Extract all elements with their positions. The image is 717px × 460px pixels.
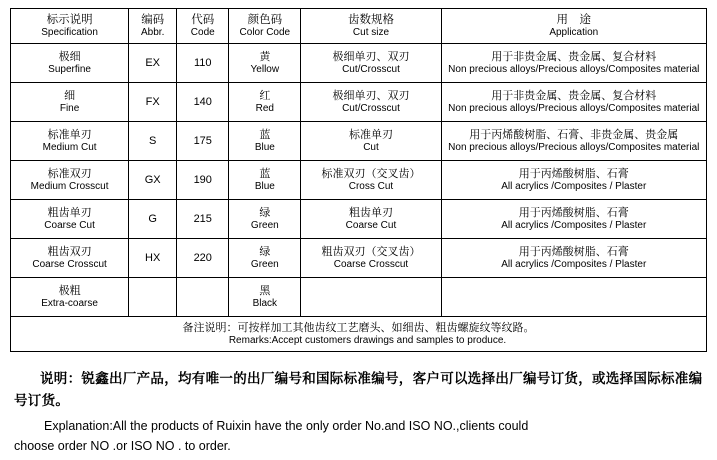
table-row: [11, 200, 707, 239]
cell-code: 175: [177, 122, 229, 161]
cut-cn: 极细单刃、双刃: [332, 89, 410, 102]
app-en: Non precious alloys/Precious alloys/Composites material: [448, 102, 700, 114]
cell-cut-size: [301, 83, 441, 122]
cell-code: 215: [177, 200, 229, 239]
table-header-row: [11, 9, 707, 44]
cut-cn: 粗齿双刃（交叉齿）: [321, 245, 421, 258]
cell-cut-size: [301, 161, 441, 200]
cell-abbr: HX: [129, 239, 177, 278]
spec-cn: 粗齿单刃: [47, 206, 92, 219]
cell-application: [441, 200, 706, 239]
header-cn: 齿数规格: [347, 13, 394, 26]
header-en: Specification: [41, 26, 98, 38]
spec-cn: 标准单刃: [47, 128, 92, 141]
app-en: All acrylics /Composites / Plaster: [501, 180, 647, 192]
cell-specification: [11, 239, 129, 278]
table-row: [11, 239, 707, 278]
app-en: Non precious alloys/Precious alloys/Composites material: [448, 63, 700, 75]
note-english-line2: choose order NO .or ISO NO . to order.: [14, 439, 231, 453]
cell-abbr: [129, 278, 177, 317]
header-cell-application: [441, 9, 706, 44]
cell-application: [441, 122, 706, 161]
note-chinese: 说明：锐鑫出厂产品，均有唯一的出厂编号和国际标准编号，客户可以选择出厂编号订货，或选择国际标准编号订货。: [14, 371, 703, 408]
note-english: [14, 416, 703, 456]
spec-en: Extra-coarse: [41, 297, 98, 309]
color-en: Red: [255, 102, 274, 114]
cell-cut-size: [301, 200, 441, 239]
cell-cut-size: [301, 278, 441, 317]
header-en: Abbr.: [141, 26, 165, 38]
color-en: Yellow: [250, 63, 280, 75]
color-cn: 黄: [259, 50, 271, 63]
cell-specification: [11, 122, 129, 161]
spec-en: Medium Crosscut: [30, 180, 109, 192]
app-en: All acrylics /Composites / Plaster: [501, 258, 647, 270]
cut-cn: 极细单刃、双刃: [332, 50, 410, 63]
app-cn: 用于丙烯酸树脂、石膏、非贵金属、贵金属: [469, 128, 679, 141]
header-en: Code: [190, 26, 215, 38]
app-en: All acrylics /Composites / Plaster: [501, 219, 647, 231]
remark-cell: [11, 317, 707, 352]
cell-specification: [11, 83, 129, 122]
header-cell-specification: [11, 9, 129, 44]
cell-application: [441, 161, 706, 200]
cut-cn: 标准双刃（交叉齿）: [321, 167, 421, 180]
cell-abbr: GX: [129, 161, 177, 200]
spec-cn: 细: [64, 89, 76, 102]
table-row: [11, 161, 707, 200]
header-en: Cut size: [352, 26, 390, 38]
cut-cn: 标准单刃: [348, 128, 393, 141]
header-cn: 颜色码: [247, 13, 283, 26]
cell-application: [441, 44, 706, 83]
header-en: Color Code: [239, 26, 291, 38]
color-cn: 绿: [259, 245, 271, 258]
cell-specification: [11, 278, 129, 317]
header-cell-color-code: [229, 9, 301, 44]
table-row: [11, 278, 707, 317]
explanation-note: [0, 368, 717, 456]
cell-specification: [11, 161, 129, 200]
app-cn: 用于丙烯酸树脂、石膏: [518, 206, 629, 219]
cell-cut-size: [301, 44, 441, 83]
header-en: Application: [549, 26, 599, 38]
header-cell-abbr: [129, 9, 177, 44]
app-cn: 用于非贵金属、贵金属、复合材料: [491, 89, 657, 102]
color-en: Blue: [254, 180, 275, 192]
header-cn: 用 途: [556, 13, 592, 26]
cell-color: [229, 83, 301, 122]
app-cn: 用于丙烯酸树脂、石膏: [518, 245, 629, 258]
remark-en: Remarks:Accept customers drawings and samples to produce.: [228, 334, 507, 346]
cell-color: [229, 44, 301, 83]
cell-code: 110: [177, 44, 229, 83]
spec-cn: 粗齿双刃: [47, 245, 92, 258]
spec-cn: 极细: [58, 50, 81, 63]
cell-cut-size: [301, 239, 441, 278]
cut-en: Cut/Crosscut: [342, 102, 400, 114]
color-en: Green: [250, 258, 279, 270]
header-cn: 编码: [141, 13, 165, 26]
cell-application: [441, 278, 706, 317]
cut-en: Cut/Crosscut: [342, 63, 400, 75]
header-cell-code: [177, 9, 229, 44]
cell-color: [229, 122, 301, 161]
table-row: [11, 122, 707, 161]
app-en: Non precious alloys/Precious alloys/Composites material: [448, 141, 700, 153]
cell-color: [229, 278, 301, 317]
header-cn: 标示说明: [46, 13, 93, 26]
spec-cn: 标准双刃: [47, 167, 92, 180]
color-cn: 蓝: [259, 128, 271, 141]
cell-abbr: EX: [129, 44, 177, 83]
cut-cn: 粗齿单刃: [348, 206, 393, 219]
cell-code: [177, 278, 229, 317]
cell-code: 220: [177, 239, 229, 278]
cell-specification: [11, 200, 129, 239]
cell-application: [441, 83, 706, 122]
spec-en: Medium Cut: [42, 141, 97, 153]
cell-abbr: G: [129, 200, 177, 239]
spec-en: Coarse Cut: [44, 219, 95, 231]
specification-table: [10, 8, 707, 352]
color-cn: 蓝: [259, 167, 271, 180]
cut-en: Coarse Cut: [345, 219, 397, 231]
cell-cut-size: [301, 122, 441, 161]
color-en: Blue: [254, 141, 275, 153]
spec-cn: 极粗: [58, 284, 81, 297]
cell-color: [229, 239, 301, 278]
cut-en: Cut: [363, 141, 379, 153]
app-cn: 用于非贵金属、贵金属、复合材料: [491, 50, 657, 63]
cell-color: [229, 200, 301, 239]
note-english-line1: Explanation:All the products of Ruixin have the only order No.and ISO NO.,clients could: [44, 419, 529, 433]
cell-application: [441, 239, 706, 278]
color-cn: 绿: [259, 206, 271, 219]
header-cn: 代码: [191, 13, 215, 26]
cut-en: Cross Cut: [348, 180, 394, 192]
cell-code: 190: [177, 161, 229, 200]
cell-color: [229, 161, 301, 200]
spec-en: Superfine: [48, 63, 91, 75]
cut-en: Coarse Crosscut: [333, 258, 409, 270]
cell-code: 140: [177, 83, 229, 122]
spec-en: Coarse Crosscut: [32, 258, 107, 270]
app-cn: 用于丙烯酸树脂、石膏: [518, 167, 629, 180]
cell-abbr: FX: [129, 83, 177, 122]
header-cell-cut-size: [301, 9, 441, 44]
spec-en: Fine: [59, 102, 80, 114]
table-row: [11, 83, 707, 122]
color-cn: 黑: [259, 284, 271, 297]
table-remark-row: [11, 317, 707, 352]
cell-specification: [11, 44, 129, 83]
color-en: Black: [252, 297, 278, 309]
color-en: Green: [250, 219, 279, 231]
color-cn: 红: [259, 89, 271, 102]
table-row: [11, 44, 707, 83]
cell-abbr: S: [129, 122, 177, 161]
remark-cn: 备注说明：可按样加工其他齿纹工艺磨头、如细齿、粗齿螺旋纹等纹路。: [182, 321, 535, 334]
